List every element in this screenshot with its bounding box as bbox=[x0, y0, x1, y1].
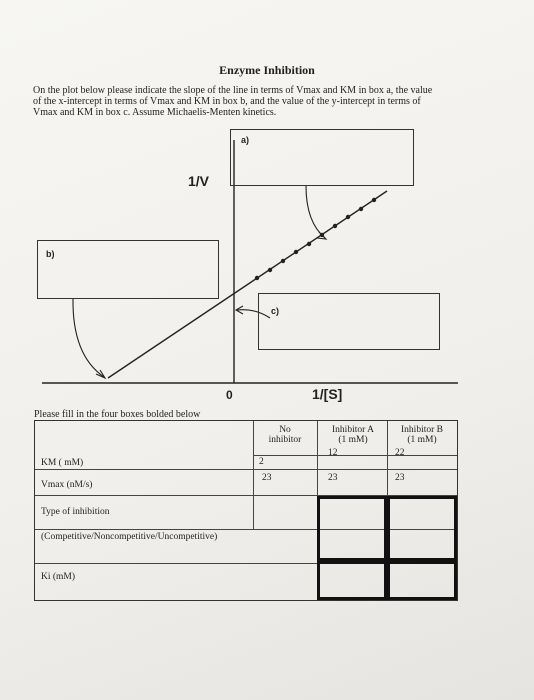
type-inhibitor-b-box[interactable] bbox=[387, 496, 457, 564]
vmax-inhibitor-b: 23 bbox=[395, 473, 405, 483]
instruction-line-1: On the plot below please indicate the slope of the line in terms of Vmax and KM in box a, the value bbox=[33, 85, 433, 96]
col-header-inhibitor-b bbox=[390, 425, 454, 445]
fill-caption: Please fill in the four boxes bolded below bbox=[34, 409, 201, 420]
box-a-tag: a) bbox=[241, 135, 250, 145]
box-b-tag: b) bbox=[46, 249, 55, 259]
row-label-ki: Ki (mM) bbox=[41, 572, 76, 582]
type-inhibitor-a-box[interactable] bbox=[317, 496, 387, 564]
row-label-vmax: Vmax (nM/s) bbox=[41, 480, 93, 490]
row-label-km: KM ( mM) bbox=[41, 458, 84, 468]
box-c-tag: c) bbox=[271, 306, 280, 316]
col-header-line: No bbox=[279, 425, 291, 435]
data-point bbox=[307, 242, 311, 246]
arrow-a bbox=[306, 186, 325, 238]
col-header-line: (1 mM) bbox=[338, 435, 368, 445]
row-label-type: Type of inhibition bbox=[41, 507, 110, 517]
arrow-b bbox=[73, 298, 104, 377]
data-point bbox=[268, 268, 272, 272]
instruction-line-2: of the x-intercept in terms of Vmax and KM in box b, and the value of the y-intercept in terms of bbox=[33, 96, 421, 107]
y-axis-label: 1/V bbox=[188, 173, 210, 189]
row-divider bbox=[253, 455, 457, 456]
data-point bbox=[333, 224, 337, 228]
answer-box-c[interactable] bbox=[258, 293, 440, 350]
col-divider bbox=[253, 421, 254, 529]
col-header-line: (1 mM) bbox=[407, 435, 437, 445]
origin-label: 0 bbox=[226, 388, 233, 402]
col-header-no-inhibitor bbox=[260, 425, 310, 445]
data-point bbox=[281, 259, 285, 263]
col-header-line: inhibitor bbox=[268, 435, 302, 445]
data-point bbox=[294, 250, 298, 254]
km-no-inhibitor: 2 bbox=[259, 457, 264, 467]
row-divider bbox=[35, 469, 457, 470]
page-title: Enzyme Inhibition bbox=[219, 63, 315, 77]
ki-inhibitor-a-box[interactable] bbox=[317, 558, 387, 600]
answer-box-b[interactable] bbox=[37, 240, 219, 299]
data-point bbox=[359, 207, 363, 211]
col-header-inhibitor-a bbox=[322, 425, 384, 445]
vmax-inhibitor-a: 23 bbox=[328, 473, 338, 483]
results-table bbox=[34, 420, 458, 601]
km-inhibitor-b: 22 bbox=[395, 448, 405, 458]
col-header-line: Inhibitor A bbox=[332, 425, 374, 435]
data-point bbox=[346, 215, 350, 219]
vmax-no-inhibitor: 23 bbox=[262, 473, 272, 483]
answer-box-a[interactable] bbox=[230, 129, 414, 186]
instruction-line-3: Vmax and KM in box c. Assume Michaelis-Menten kinetics. bbox=[33, 107, 277, 118]
km-inhibitor-a: 12 bbox=[328, 448, 338, 458]
x-axis-label: 1/[S] bbox=[312, 386, 343, 402]
row-sublabel-type: (Competitive/Noncompetitive/Uncompetitive) bbox=[41, 532, 218, 542]
data-point bbox=[255, 276, 259, 280]
ki-inhibitor-b-box[interactable] bbox=[387, 558, 457, 600]
data-point bbox=[372, 198, 376, 202]
col-header-line: Inhibitor B bbox=[401, 425, 443, 435]
